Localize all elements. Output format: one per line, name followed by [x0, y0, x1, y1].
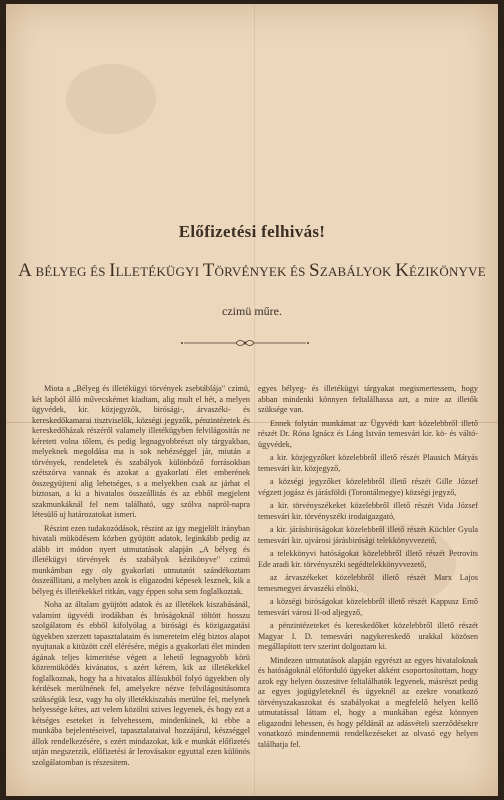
work-label: czimü műre. [222, 304, 282, 318]
paragraph: egyes bélyeg- és illetékügyi tárgyakat megismertessem, hogy abban mindenki könnyen feltalálhassa azt, a mire az illetők szüksége van. [258, 384, 478, 414]
book-title-segment: T [202, 260, 215, 281]
document-heading: Előfizetési felhivás! [178, 222, 326, 241]
paragraph: a kir. járásbiróságokat közelebbről illető részét Küchler Gyula temesvári kir. ujvárosi járásbirósági telekkönyvvezető, [258, 525, 478, 545]
book-title-segment: I [109, 260, 116, 281]
book-title [6, 260, 498, 282]
book-title-segment: ÖRVÉNYEK ÉS [214, 264, 310, 279]
document-page [6, 4, 498, 796]
paragraph: Mindezen utmutatások alapján egyrészt az egyes hivataloknak és hatóságoknál előforduló ügyeket akként csoportosítottam, hogy azok egy helyen összesitve feltalálhatók legyenek, másrészt pedig az egyes jogügyleteknél és ügyeknél az ezekre vonatkozó törvényszakaszokat és szabályokat a megfelelő helyen kellő utmutatással láttam el, hogy a munkában egész könnyen eligazodni lehessen, és hogy példánál az adásvételi szerződésekre vonatkozó mindennemü rendelkezéseket az olvasó egy helyen találhatja fel. [258, 655, 478, 749]
paragraph: a községi jegyzőket közelebbről illető részét Gille József végzett jogász és járásföldi (Torontálmegye) községi jegyző, [258, 477, 478, 497]
paragraph: az árvaszékeket közelebbről illető részét Marx Lajos temesmegyei árvaszéki elnöki, [258, 573, 478, 593]
paragraph: Miota a „Bélyeg és illetékügyi törvények zsebtáblája" czimü, két lapból álló művecskémet kiadtam, alig mult el hét, a melyen ügyvédek, kir. közjegyzők, birósági-, árvaszéki- és kereskedőkamarai tisztviselők, községi jegyzők, pénzintézetek és kereskedőházak részéről valamely illetékügyben felvilágositás ne kéretett volna tőlem, és pedig legnagyobbrészt oly tárgyakban, melyeknek megoldása ma is sok nehézséggel jár, miután a törvények, rendeletek és szabályok különböző forrásokban szétszórva vannak és azokat a gyakorlati élet emberének összegyüjteni alig lehetséges, s a melyekben csak az járhat el biztosan, a ki a hivatalos összeállitás és az ebből megjelent szakmunkáknál fel nem található, ugy szólva napról-napra létesülő uj határozatokat ismeri. [32, 384, 250, 519]
book-title-segment: LLETÉKÜGYI [115, 264, 203, 279]
fold-line-vertical [254, 4, 255, 796]
paper-stain [66, 64, 156, 134]
paragraph: Noha az általam gyüjtött adatok és az illetékek kiszabásánál, valamint ügyvédi irodákban és bróságoknál töltött hosszu szolgálatom és ebből kifolyólag a birósági és közigazgatási ügyekben szerzett tapasztalataim és ismereteim elég biztos alapot nyujtanak a kitüzött czél elérésére, mégis a gyakorlati élet minden ágának teljes kimeritése végett a lehető legnagyobb körü közremüködés kivánatos, s azért kérem, kik az illetékekkel foglalkoznak, hogy ha a hivatalos állásukból folyó ügyekben oly kérdések merülnének fel, amelyekre nézve felvilágositásomra szükségük lesz, vagy ha oly illetékkiszabás merülne fel, melynek helyessége kétes, azt velem közölni szives legyenek, és hogy ezt a kétséges eseteket is felvehessem, mindenkinek, ki ebbe a munkába bejelentéseivel, tapasztalataival hozzájárul, készséggel állok rendelkezésére, s ezért mindazokat, kik e munkát előfizetés utján megszerzik, előfizetési ár lerovásakor egyuttal ezen különös szolgálatomban is részesitem. [32, 600, 250, 767]
paragraph: a kir. törvényszékeket közelebbről illető részét Vida József temesvári kir. törvényszéki irodaigazgató, [258, 501, 478, 521]
paragraph: Részint ezen tudakozódások, részint az igy megjelölt irányban hivatali müködésem közben gyüjtött adatok, leginkább pedig az alább irt módon nyert utmutatások alapján „A bélyeg és illetékügyi törvények és szabályok kézikönyve" czimü munkámban egy oly gyakorlati utmutatót szándékoztam összeállitani, a melyben azok is eligazodni képesek lesznek, kik a bélyeg és illetékekkel ritkán, vagy éppen soha sem foglalkoztak. [32, 523, 250, 596]
paragraph: a kir. közjegyzőket közelebbről illető részét Plausich Mátyás temesvári kir. közjegyző, [258, 453, 478, 473]
book-title-segment: A [18, 260, 33, 281]
left-text-column [32, 384, 250, 771]
paragraph: a pénzintézeteket és kereskedőket közelebbről illető részét Magyar I. D. temesvári nagykereskedő urakkal közösen megállapított terv szerint dolgoztam ki. [258, 621, 478, 651]
book-title-segment: BÉLYEG ÉS [32, 264, 110, 279]
paragraph: a községi biróságokat közelebbről illető részét Kappusz Ernő temesvári városi II-od aljegyző, [258, 597, 478, 617]
paragraph: Ennek folytán munkámat az Ügyvédi kart közelebbről illető részét Dr. Róna Ignácz és Láng István temesvári kir. kö- és váltó-ügyvédek, [258, 418, 478, 449]
book-title-segment: K [395, 260, 409, 281]
book-title-segment: S [309, 260, 320, 281]
book-title-segment: ÉZIKÖNYVE [408, 264, 486, 279]
book-title-segment: ZABÁLYOK [319, 264, 396, 279]
ornamental-divider [180, 338, 310, 348]
paragraph: a telekkönyvi hatóságokat közelebbről illető részét Petrovits Ede aradi kir. törvényszéki segédtelekkönyvvezető, [258, 549, 478, 569]
right-text-column [258, 384, 478, 753]
